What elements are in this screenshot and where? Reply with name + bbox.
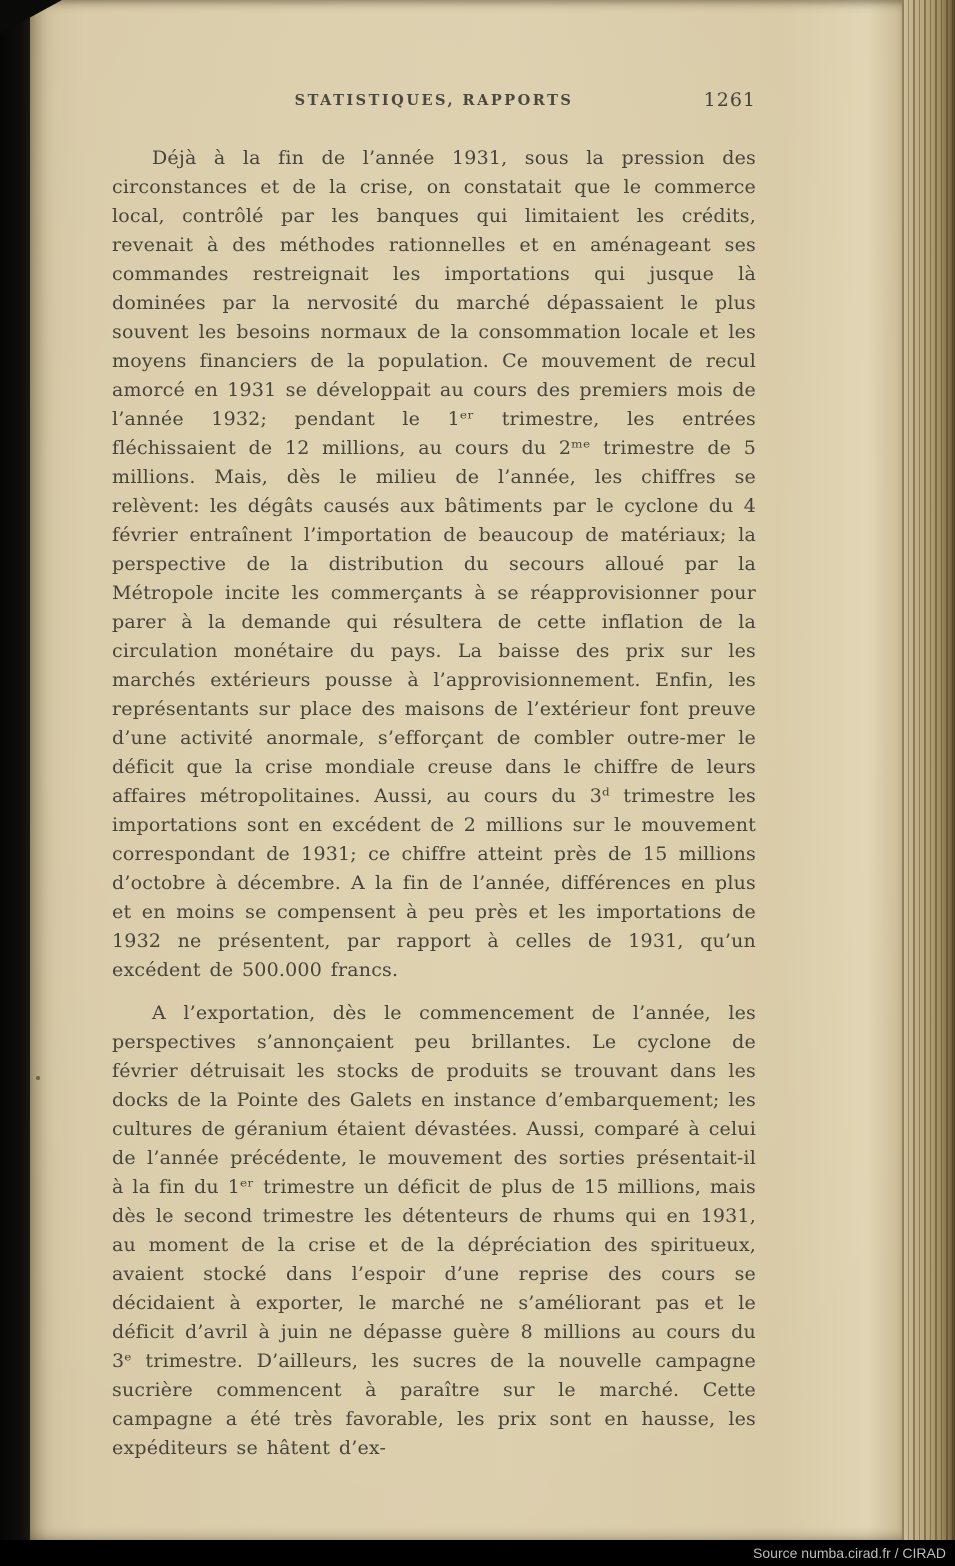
running-title: STATISTIQUES, RAPPORTS bbox=[294, 92, 574, 109]
page-header bbox=[112, 89, 756, 116]
page-number: 1261 bbox=[703, 89, 756, 111]
paragraph-imports: Déjà à la fin de l’année 1931, sous la pression des circonstances et de la crise, on constatait que le commerce local, contrôlé par les banques qui limitaient les crédits, revenait à des méthodes rationnelles et en aménageant ses commandes restreignait les importations qui jusque là dominées par la nervosité du marché dépassaient le plus souvent les besoins normaux de la consommation locale et les moyens financiers de la population. Ce mouvement de recul amorcé en 1931 se développait au cours des premiers mois de l’année 1932; pendant le 1ᵉʳ trimestre, les entrées fléchissaient de 12 millions, au cours du 2ᵐᵉ trimestre de 5 millions. Mais, dès le milieu de l’année, les chiffres se relèvent: les dégâts causés aux bâtiments par le cyclone du 4 février entraînent l’importation de beaucoup de matériaux; la perspective de la distribution du secours alloué par la Métropole incite les commerçants à se réapprovisionner pour parer à la demande qui résultera de cette inflation de la circulation monétaire du pays. La baisse des prix sur les marchés extérieurs pousse à l’approvisionnement. Enfin, les représentants sur place des maisons de l’extérieur font preuve d’une activité anormale, s’efforçant de combler outre-mer le déficit que la crise mondiale creuse dans le chiffre de leurs affaires métropolitaines. Aussi, au cours du 3ᵈ trimestre les importations sont en excédent de 2 millions sur le mouvement correspondant de 1931; ce chiffre atteint près de 15 millions d’octobre à décembre. A la fin de l’année, différences en plus et en moins se compensent à peu près et les importations de 1932 ne présentent, par rapport à celles de 1931, qu’un excédent de 500.000 francs. bbox=[112, 147, 756, 981]
ink-speck bbox=[36, 1076, 40, 1080]
book-page bbox=[30, 0, 902, 1540]
paragraph-exports: A l’exportation, dès le commencement de l’année, les perspectives s’annonçaient peu brillantes. Le cyclone de février détruisait les stocks de produits se trouvant dans les docks de la Pointe des Galets en instance d’embarquement; les cultures de géranium étaient dévastées. Aussi, comparé à celui de l’année précédente, le mouvement des sorties présentait-il à la fin du 1ᵉʳ trimestre un déficit de plus de 15 millions, mais dès le second trimestre les détenteurs de rhums qui en 1931, au moment de la crise et de la dépréciation des spiritueux, avaient stocké dans l’espoir d’une reprise des cours se décidaient à exporter, le marché ne s’améliorant pas et le déficit d’avril à juin ne dépasse guère 8 millions au cours du 3ᵉ trimestre. D’ailleurs, les sucres de la nouvelle campagne sucrière commencent à paraître sur le marché. Cette campagne a été très favorable, les prix sont en hausse, les expéditeurs se hâtent d’ex- bbox=[112, 1002, 756, 1459]
stacked-page-edges bbox=[902, 0, 955, 1540]
source-attribution: Source numba.cirad.fr / CIRAD bbox=[753, 1545, 946, 1561]
source-bar bbox=[0, 1540, 955, 1566]
text-column bbox=[112, 89, 756, 1463]
book-binding bbox=[0, 0, 30, 1540]
body-text bbox=[112, 144, 756, 1463]
